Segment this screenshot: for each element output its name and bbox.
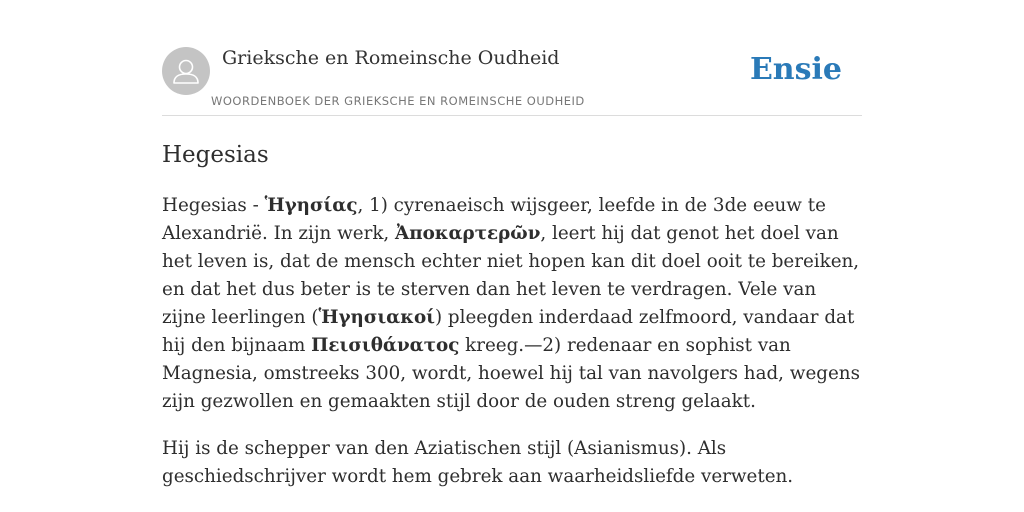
source-avatar[interactable] xyxy=(162,47,210,95)
ensie-logo[interactable]: Ensie xyxy=(749,52,842,87)
entry-text: ) pleegden inderdaad zelfmoord, vandaar dat hij den bijnaam xyxy=(162,307,855,356)
entry-text: , leert hij dat genot het doel van het leven is, dat de mensch echter niet hopen kan dit doel ooit te bereiken, en dat het dus beter is te sterven dan het leven te verdragen. Vele van zijne leerlingen ( xyxy=(162,223,860,328)
source-subtitle: WOORDENBOEK DER GRIEKSCHE EN ROMEINSCHE OUDHEID xyxy=(211,94,585,108)
source-title[interactable]: Grieksche en Romeinsche Oudheid xyxy=(222,47,560,69)
entry-text: , 1) cyrenaeisch wijsgeer, leefde in de 3de eeuw te Alexandrië. In zijn werk, xyxy=(162,195,826,244)
entry-title: Hegesias xyxy=(162,142,269,168)
greek-term: Ἡγησιακοί xyxy=(318,307,435,328)
greek-term: Πεισιθάνατος xyxy=(311,335,460,356)
entry-content xyxy=(162,136,862,510)
entry-paragraph-1 xyxy=(162,192,862,416)
entry-text: kreeg.—2) redenaar en sophist van Magnesia, omstreeks 300, wordt, hoewel hij tal van navolgers had, wegens zijn gezwollen en gemaakten stijl door de ouden streng gelaakt. xyxy=(162,335,860,412)
header xyxy=(162,0,862,116)
entry-paragraph-2: Hij is de schepper van den Aziatischen stijl (Asianismus). Als geschiedschrijver wordt hem gebrek aan waarheidsliefde verweten. xyxy=(162,438,794,487)
entry-text: Hegesias - xyxy=(162,195,265,216)
user-silhouette-icon xyxy=(162,47,210,95)
greek-term: Ἡγησίας xyxy=(264,195,358,216)
greek-term: Ἀποκαρτερῶν xyxy=(395,223,541,244)
